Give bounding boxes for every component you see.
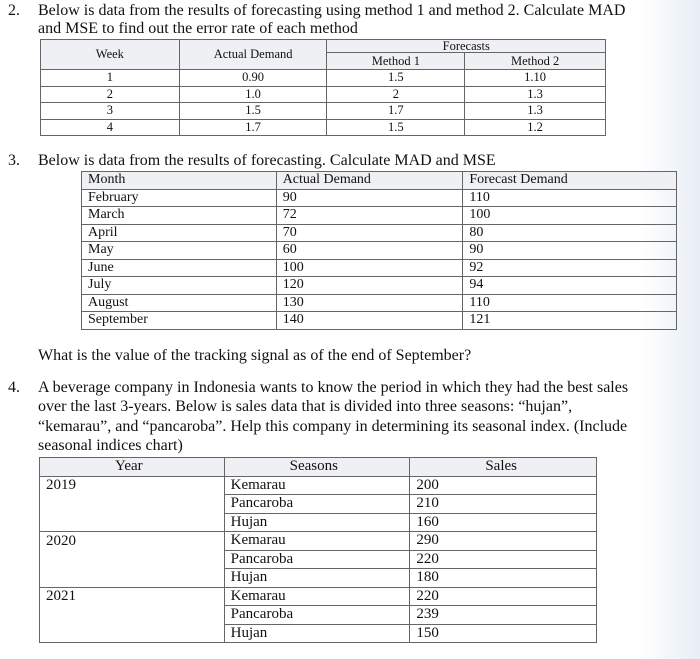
q2-cell-week: 1	[41, 70, 180, 87]
table-row	[40, 550, 597, 569]
q3-cell-month: February	[82, 189, 277, 207]
q2-header-forecasts: Forecasts	[327, 40, 606, 53]
q3-text-line1: Below is data from the results of forecasting. Calculate MAD and MSE	[38, 152, 496, 169]
q3-cell-actual: 60	[276, 242, 463, 260]
q2-cell-m1: 1.5	[327, 119, 465, 136]
q4-header-seasons: Seasons	[224, 458, 410, 477]
table-row	[40, 476, 597, 495]
table-row	[40, 532, 597, 551]
q4-number: 4.	[8, 379, 20, 396]
q2-header-week: Week	[41, 40, 180, 70]
q2-cell-m2: 1.3	[465, 103, 606, 120]
q4-cell-year: 2020	[40, 532, 225, 551]
background-shade	[640, 0, 700, 659]
q3-cell-month: June	[82, 259, 277, 277]
q2-table	[40, 39, 606, 136]
q4-cell-season: Pancaroba	[224, 495, 410, 514]
q3-cell-month: April	[82, 224, 277, 242]
q4-cell-sales: 180	[410, 569, 597, 588]
q4-cell-year-empty	[40, 513, 225, 532]
q2-cell-m1: 2	[327, 86, 465, 103]
q4-cell-sales: 150	[410, 624, 597, 643]
q4-cell-year-empty	[40, 495, 225, 514]
q4-cell-sales: 220	[410, 587, 597, 606]
table-row	[82, 294, 677, 312]
q4-text-line2: over the last 3-years. Below is sales data that is divided into three seasons: “hujan”,	[38, 398, 573, 415]
q3-cell-actual: 140	[276, 312, 463, 330]
table-row	[82, 207, 677, 225]
q3-header-actual: Actual Demand	[276, 172, 463, 190]
q4-cell-season: Pancaroba	[224, 550, 410, 569]
q2-cell-actual: 1.5	[179, 103, 327, 120]
table-row	[82, 277, 677, 295]
q3-cell-forecast: 110	[463, 189, 677, 207]
q2-cell-week: 3	[41, 103, 180, 120]
q2-cell-m1: 1.7	[327, 103, 465, 120]
q3-header-month: Month	[82, 172, 277, 190]
table-row	[41, 103, 606, 120]
table-row	[40, 513, 597, 532]
q2-cell-m2: 1.2	[465, 119, 606, 136]
q3-cell-forecast: 94	[463, 277, 677, 295]
q4-cell-season: Hujan	[224, 513, 410, 532]
q4-cell-sales: 239	[410, 606, 597, 625]
q4-cell-year-empty	[40, 569, 225, 588]
table-row	[41, 119, 606, 136]
q3-cell-forecast: 90	[463, 242, 677, 260]
table-row	[40, 569, 597, 588]
q4-cell-season: Pancaroba	[224, 606, 410, 625]
q4-cell-year: 2021	[40, 587, 225, 606]
q4-cell-sales: 160	[410, 513, 597, 532]
q2-cell-actual: 1.7	[179, 119, 327, 136]
q4-header-year: Year	[40, 458, 225, 477]
q3-cell-actual: 70	[276, 224, 463, 242]
q2-header-method1: Method 1	[327, 53, 465, 70]
q2-cell-m1: 1.5	[327, 70, 465, 87]
q4-cell-year-empty	[40, 624, 225, 643]
q3-tracking-question: What is the value of the tracking signal as of the end of September?	[38, 347, 472, 364]
q2-number: 2.	[8, 2, 20, 19]
table-row	[40, 606, 597, 625]
q2-cell-actual: 0.90	[179, 70, 327, 87]
q3-table	[81, 171, 677, 330]
table-row	[82, 259, 677, 277]
q4-cell-season: Hujan	[224, 624, 410, 643]
q3-cell-forecast: 100	[463, 207, 677, 225]
q2-cell-week: 2	[41, 86, 180, 103]
q3-number: 3.	[8, 152, 20, 169]
table-row	[40, 587, 597, 606]
q3-cell-actual: 130	[276, 294, 463, 312]
q4-cell-season: Hujan	[224, 569, 410, 588]
q4-cell-season: Kemarau	[224, 532, 410, 551]
q3-header-forecast: Forecast Demand	[463, 172, 677, 190]
table-row	[41, 70, 606, 87]
q2-cell-week: 4	[41, 119, 180, 136]
q3-cell-forecast: 80	[463, 224, 677, 242]
table-row	[40, 495, 597, 514]
q3-cell-actual: 120	[276, 277, 463, 295]
q3-cell-forecast: 92	[463, 259, 677, 277]
q4-cell-year-empty	[40, 606, 225, 625]
q3-cell-actual: 90	[276, 189, 463, 207]
q4-text-line3: “kemarau”, and “pancaroba”. Help this company in determining its seasonal index. (Include	[38, 418, 628, 435]
q3-cell-month: May	[82, 242, 277, 260]
q3-cell-month: July	[82, 277, 277, 295]
table-row	[82, 312, 677, 330]
q2-cell-actual: 1.0	[179, 86, 327, 103]
q2-header-method2: Method 2	[465, 53, 606, 70]
table-row	[40, 624, 597, 643]
q4-cell-year-empty	[40, 550, 225, 569]
q4-text-line4: seasonal indices chart)	[38, 437, 183, 454]
q4-table	[39, 457, 597, 643]
q3-cell-month: September	[82, 312, 277, 330]
q2-cell-m2: 1.10	[465, 70, 606, 87]
q2-header-actual: Actual Demand	[179, 40, 327, 70]
q4-cell-sales: 220	[410, 550, 597, 569]
q4-cell-season: Kemarau	[224, 587, 410, 606]
q3-cell-forecast: 110	[463, 294, 677, 312]
q4-text-line1: A beverage company in Indonesia wants to know the period in which they had the best sales	[38, 379, 629, 396]
q4-header-sales: Sales	[410, 458, 597, 477]
table-row	[82, 224, 677, 242]
q4-cell-year: 2019	[40, 476, 225, 495]
q3-cell-month: August	[82, 294, 277, 312]
q3-cell-forecast: 121	[463, 312, 677, 330]
q4-cell-sales: 200	[410, 476, 597, 495]
table-row	[82, 189, 677, 207]
q2-text-line1: Below is data from the results of forecasting using method 1 and method 2. Calculate MAD	[38, 2, 626, 19]
q2-cell-m2: 1.3	[465, 86, 606, 103]
q2-text-line2: and MSE to find out the error rate of each method	[38, 20, 358, 37]
q4-cell-season: Kemarau	[224, 476, 410, 495]
table-row	[41, 86, 606, 103]
q4-cell-sales: 290	[410, 532, 597, 551]
q3-cell-month: March	[82, 207, 277, 225]
q3-cell-actual: 72	[276, 207, 463, 225]
q4-cell-sales: 210	[410, 495, 597, 514]
q3-cell-actual: 100	[276, 259, 463, 277]
table-row	[82, 242, 677, 260]
